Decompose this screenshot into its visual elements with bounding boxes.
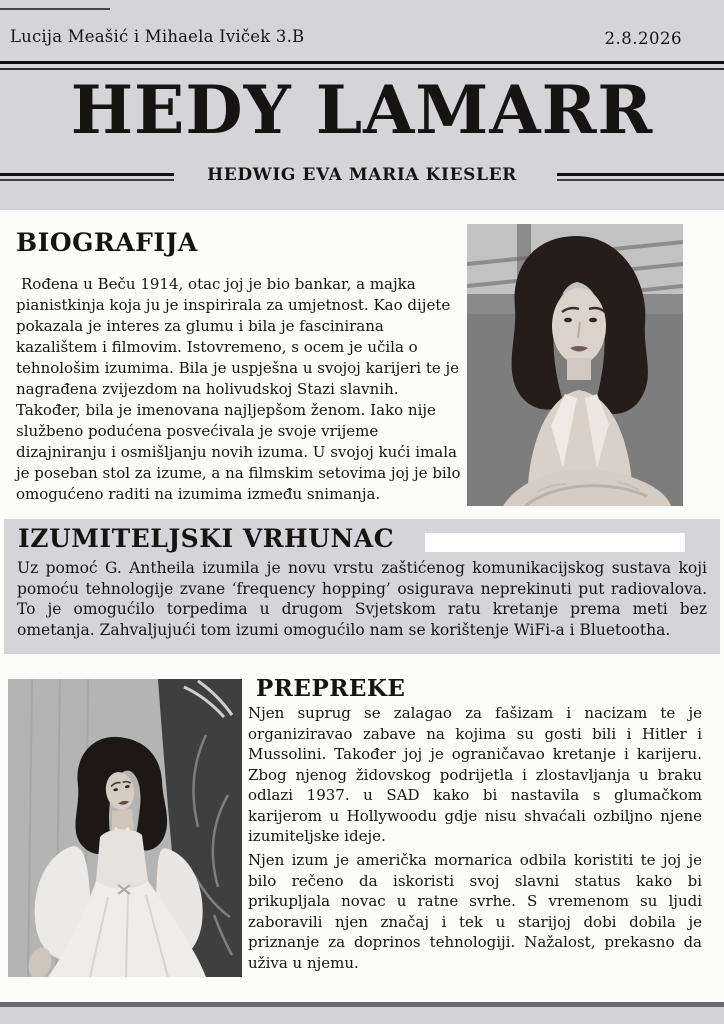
page-subtitle: HEDWIG EVA MARIA KIESLER <box>207 165 517 185</box>
biografija-body-text: Rođena u Beču 1914, otac joj je bio bankar, a majka pianistkinja koja ju je inspirirala za umjetnost. Kao dijete pokazala je interes za glumu i bila je fascinirana kazalištem i filmovim. Istovremeno, s ocem je učila o tehnološim izumima. Bila je uspješna u svojoj karijeri te je nagrađena zvijezdom na holivudskoj Stazi slavnih. Također, bila je imenovana najljepšom ženom. Iako nije službeno podućena posvećivala je svoje vrijeme dizajniranju i osmišljanju novih izuma. U svojoj kući imala je poseban stol za izume, a na filmskim setovima joj je bilo omogućeno raditi na izumima između snimanja. <box>16 275 461 503</box>
header-rule-thick <box>0 61 724 64</box>
empty-text-box <box>425 533 685 552</box>
section-heading-izumiteljski-vrhunac: IZUMITELJSKI VRHUNAC <box>18 524 395 553</box>
portrait-photo-illustration <box>467 224 683 506</box>
page-title: HEDY LAMARR <box>70 71 654 149</box>
gown-photo <box>8 679 242 977</box>
header-rule-thin <box>0 68 724 70</box>
top-left-rule <box>0 8 110 10</box>
footer-band <box>0 1007 724 1024</box>
authors-byline: Lucija Meašić i Mihaela Iviček 3.B <box>10 27 305 46</box>
portrait-photo <box>467 224 683 506</box>
izumiteljski-body-text: Uz pomoć G. Antheila izumila je novu vrstu zaštićenog komunikacijskog sustava koji pomoću tehnologije zvane ‘frequency hopping’ osigurava neprekinuti put radiovalova. To je omogućilo torpedima u drugom Svjetskom ratu kretanje prema meti bez ometanja. Zahvaljujući tom izumi omogućilo nam se korištenje WiFi-a i Bluetootha. <box>17 559 707 639</box>
subtitle-rule-right <box>557 173 724 182</box>
gown-photo-illustration <box>8 679 242 977</box>
section-heading-prepreke: PREPREKE <box>256 675 406 702</box>
section-heading-biografija: BIOGRAFIJA <box>16 228 198 257</box>
prepreke-paragraph-2: Njen izum je američka mornarica odbila koristiti te joj je bilo rečeno da iskoristi svoj slavni status kako bi prikupljala novac u ratne svrhe. S vremenom su ljudi zaboravili njen značaj i tek u starijoj dobi dobila je priznanje za doprinos tehnologiji. Nažalost, prekasno da uživa u njemu. <box>248 851 702 972</box>
date-label: 2.8.2026 <box>604 29 682 48</box>
prepreke-paragraph-1: Njen suprug se zalagao za fašizam i nacizam te je organiziravao zabave na kojima su gosti bili i Hitler i Mussolini. Također joj je ograničavao kretanje i karijeru. Zbog njenog židovskog podrijetla i zlostavljanja u braku odlazi 1937. u SAD kako bi nastavila s glumačkom karijerom u Hollywoodu gdje nisu shvaćali ozbiljno njene izumiteljske ideje. <box>248 704 702 845</box>
